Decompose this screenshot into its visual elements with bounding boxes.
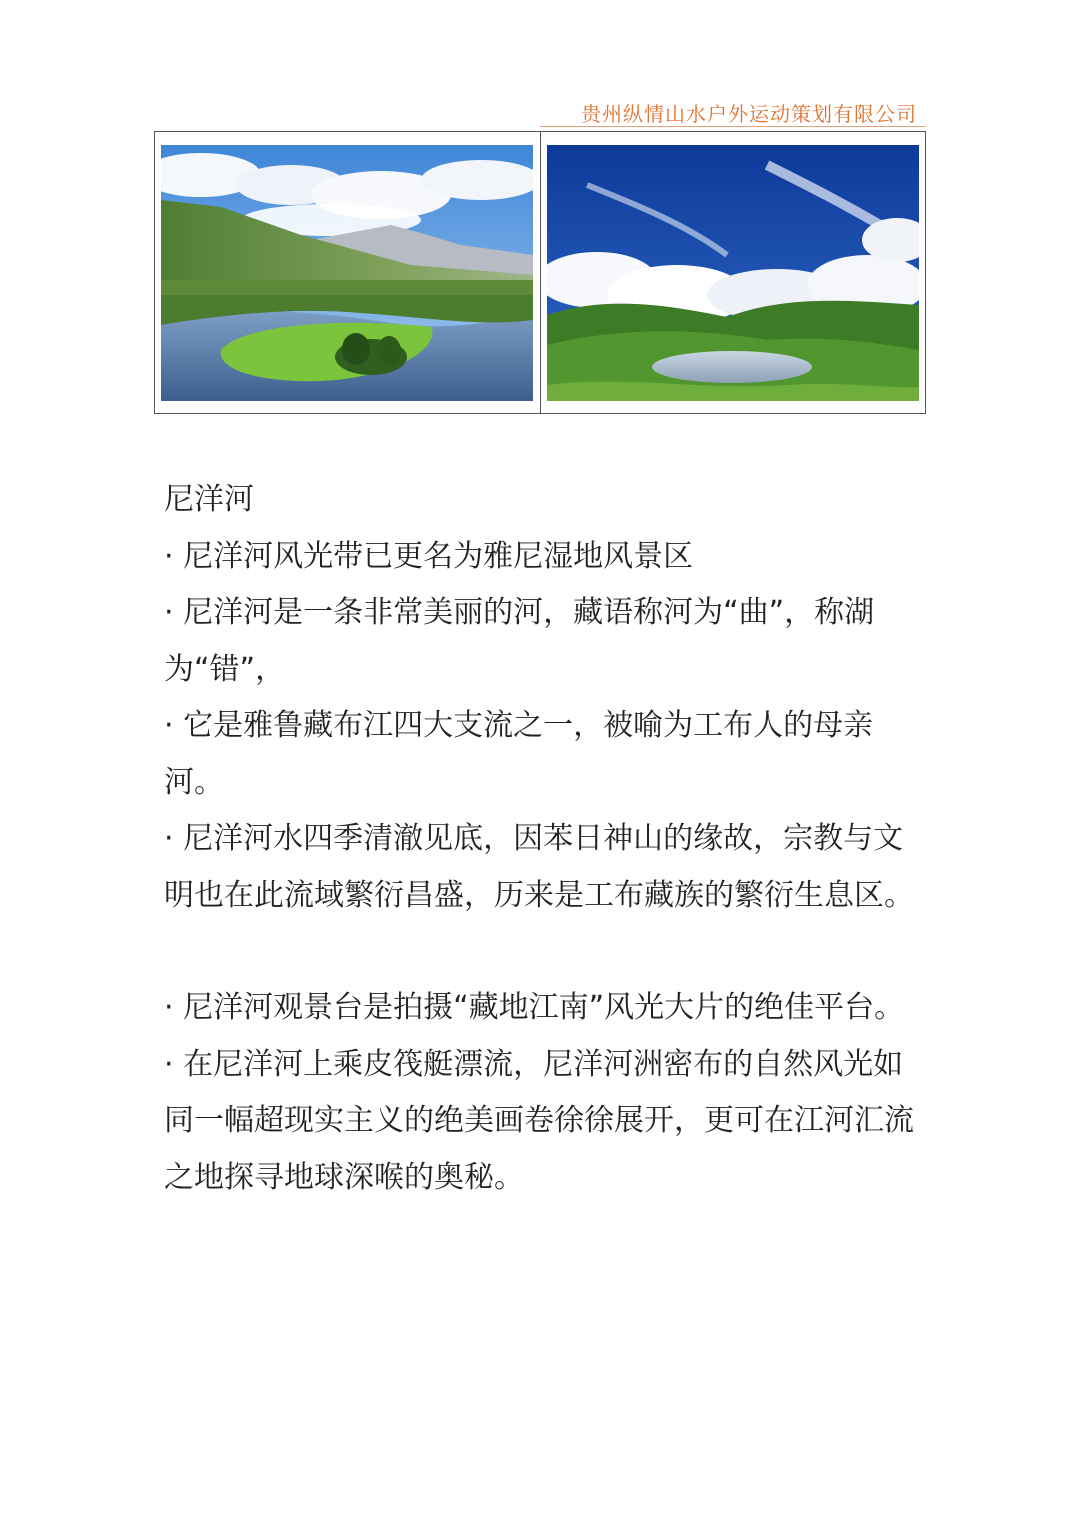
paragraph-gap xyxy=(164,924,924,980)
photo-table xyxy=(154,131,926,414)
paragraph: · 它是雅鲁藏布江四大支流之一，被喻为工布人的母亲河。 xyxy=(164,708,874,800)
photo-cell-right xyxy=(540,132,926,413)
paragraph: · 尼洋河风光带已更名为雅尼湿地风景区 xyxy=(164,538,694,574)
paragraph: · 在尼洋河上乘皮筏艇漂流，尼洋河洲密布的自然风光如同一幅超现实主义的绝美画卷徐徐展开，更可在江河汇流之地探寻地球深喉的奥秘。 xyxy=(164,1046,914,1195)
section-title: 尼洋河 xyxy=(164,482,254,517)
article-body xyxy=(164,472,924,1206)
photo-cell-left xyxy=(155,132,540,413)
paragraph: · 尼洋河水四季清澈见底，因苯日神山的缘故，宗教与文明也在此流域繁衍昌盛，历来是工布藏族的繁衍生息区。 xyxy=(164,821,914,913)
mountain-lake-photo xyxy=(547,145,919,401)
header-rule xyxy=(540,126,926,127)
river-valley-photo xyxy=(161,145,533,401)
paragraph: · 尼洋河观景台是拍摄“藏地江南”风光大片的绝佳平台。 xyxy=(164,990,905,1025)
company-header: 贵州纵情山水户外运动策划有限公司 xyxy=(581,102,917,126)
paragraph: · 尼洋河是一条非常美丽的河，藏语称河为“曲”，称湖为“错”， xyxy=(164,595,875,687)
